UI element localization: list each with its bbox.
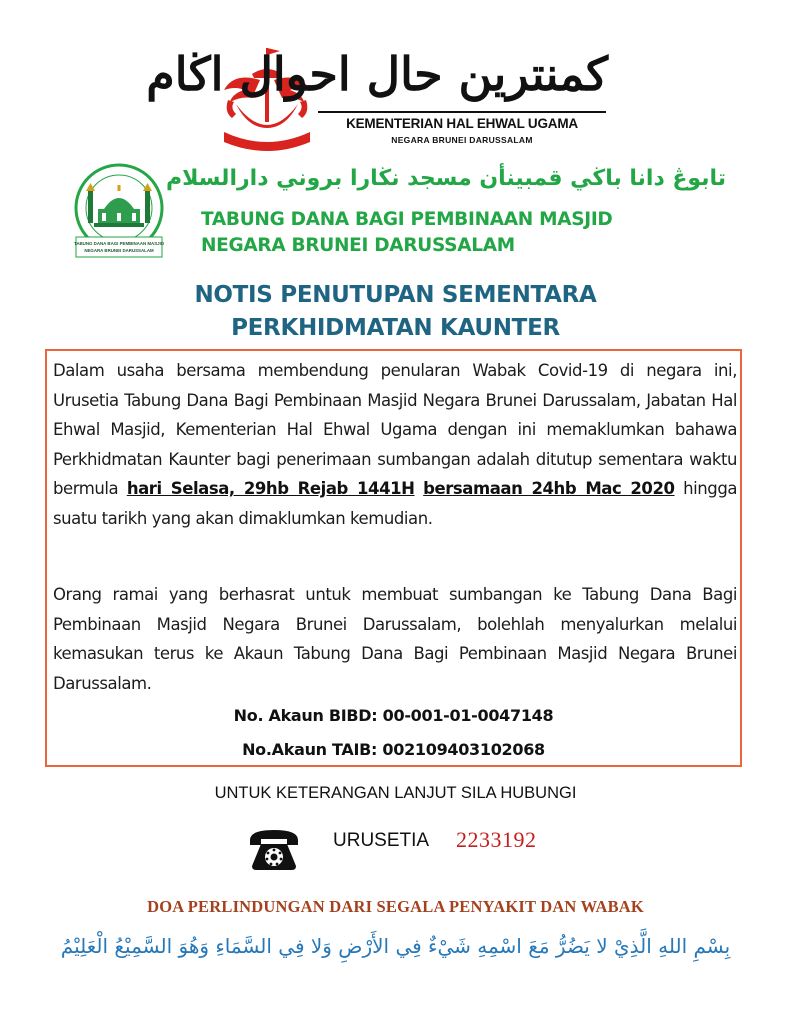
fund-name-jawi: تابوڠ دانا باڬي قمبينأن مسجد نڬارا بروني دارالسلام [165,166,726,191]
ministry-rule [318,111,606,113]
paragraph-1-intro: Dalam usaha bersama membendung penularan Wabak Covid-19 di negara ini, Urusetia Tabung Dana Bagi Pembinaan Masjid Negara Brunei Darussalam, Jabatan Hal Ehwal Masjid, Kementerian Hal Ehwal Ugama dengan ini memaklumkan bahawa Perkhidmatan Kaunter bagi penerimaan sumbangan adalah ditutup sementara waktu bermula [53,361,737,498]
ministry-calligraphy: كمنترين حال احوال اڬام [146,47,608,101]
fund-name-line-1: TABUNG DANA BAGI PEMBINAAN MASJID [201,209,613,230]
fund-name-line-2: NEGARA BRUNEI DARUSSALAM [201,235,515,256]
paragraph-1-end: hingga suatu tarikh yang akan dimaklumkan kemudian. [53,479,737,528]
notice-paragraph-1 [53,356,737,533]
ministry-country: NEGARA BRUNEI DARUSSALAM [391,135,533,145]
doa-title: DOA PERLINDUNGAN DARI SEGALA PENYAKIT DAN WABAK [147,897,644,916]
doa-arabic-text: بِسْمِ اللهِ الَّذِيْ لا يَضُرُّ مَعَ اسْمِهِ شَيْءٌ فِي الأَرْضِ وَلا فِي السَّمَاءِ وَهُوَ السَّمِيْعُ الْعَلِيْمُ [60,934,731,958]
mosque-fund-logo [70,163,168,261]
notice-title-line-1: NOTIS PENUTUPAN SEMENTARA [194,282,597,308]
notice-title-line-2: PERKHIDMATAN KAUNTER [231,315,560,341]
contact-info-label: UNTUK KETERANGAN LANJUT SILA HUBUNGI [214,784,577,802]
closure-date-gregorian: bersamaan 24hb Mac 2020 [423,479,675,498]
account-taib: No.Akaun TAIB: 002109403102068 [242,740,545,759]
ministry-name: KEMENTERIAN HAL EHWAL UGAMA [346,116,578,131]
fund-logo-caption-1: TABUNG DANA BAGI PEMBINAAN MASJID [73,241,165,246]
contact-phone-number: 2233192 [456,827,537,852]
telephone-icon [246,826,302,872]
account-bibd: No. Akaun BIBD: 00-001-01-0047148 [233,706,554,725]
contact-office: URUSETIA [333,830,430,851]
closure-date-text: hari Selasa, 29hb Rejab 1441H [126,479,415,498]
notice-paragraph-2: Orang ramai yang berhasrat untuk membuat sumbangan ke Tabung Dana Bagi Pembinaan Masjid Negara Brunei Darussalam, bolehlah menyalurkan melalui kemasukan terus ke Akaun Tabung Dana Bagi Pembinaan Masjid Negara Brunei Darussalam. [53,585,737,693]
fund-logo-caption-2: NEGARA BRUNEI DARUSSALAM [84,248,154,253]
